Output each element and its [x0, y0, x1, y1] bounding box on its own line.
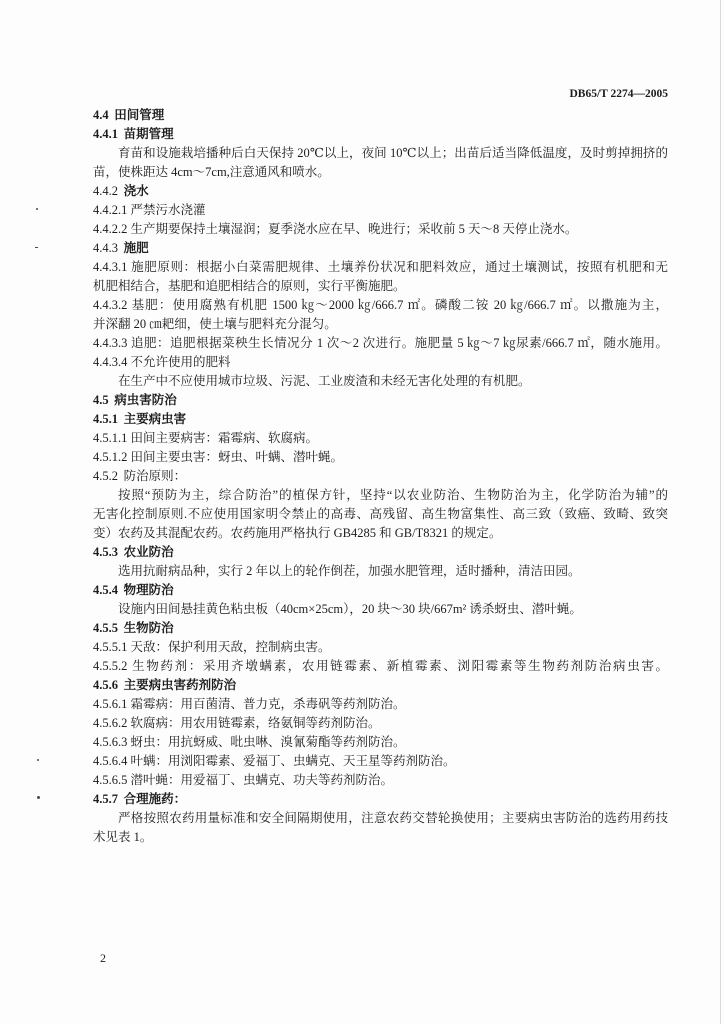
section-heading — [93, 106, 668, 125]
subsection-heading — [93, 581, 668, 600]
subsection-title: 合理施药： — [123, 792, 187, 806]
document-body — [93, 106, 668, 847]
subsection-heading — [93, 182, 668, 201]
subsection-title: 主要病虫害 — [123, 412, 187, 426]
subsection-title: 物理防治 — [123, 583, 174, 597]
clause-line: 4.4.2.2 生产期要保持土壤湿润；夏季浇水应在早、晚进行；采收前 5 天～8 天停止浇水。 — [93, 222, 578, 236]
clause-line: 4.4.3.3 追肥：追肥根据菜秧生长情况分 1 次～2 次进行。施肥量 5 ㎏～7 ㎏尿素/666.7 ㎡，随水施用。 — [93, 336, 668, 350]
subsection-title: 防治原则： — [123, 469, 187, 483]
subsection-title: 苗期管理 — [123, 127, 174, 141]
subsection-number: 4.5.1 — [93, 412, 118, 426]
subsection-heading — [93, 239, 668, 258]
subsection-title: 生物防治 — [123, 621, 174, 635]
scan-edge — [720, 0, 721, 1024]
paragraph-line: 育苗和设施栽培播种后白天保持 20℃以上，夜间 10℃以上；出苗后适当降低温度，及时剪掉拥挤的 — [118, 146, 668, 160]
scan-speck — [37, 796, 40, 799]
subsection-number: 4.4.3 — [93, 241, 118, 255]
subsection-number: 4.5.2 — [93, 469, 118, 483]
subsection-number: 4.5.4 — [93, 583, 118, 597]
paragraph-line: 在生产中不应使用城市垃圾、污泥、工业废渣和未经无害化处理的有机肥。 — [118, 374, 531, 388]
subsection-title: 农业防治 — [123, 545, 174, 559]
subsection-number: 4.4.1 — [93, 127, 118, 141]
subsection-number: 4.5.6 — [93, 678, 118, 692]
section-number: 4.5 — [93, 393, 109, 407]
subsection-title: 浇水 — [123, 184, 149, 198]
clause-line: 4.5.1.1 田间主要病害：霜霉病、软腐病。 — [93, 431, 319, 445]
scan-speck — [37, 759, 39, 761]
subsection-heading — [93, 410, 668, 429]
page-number: 2 — [100, 951, 106, 965]
paragraph-line: 苗，使株距达 4cm～7cm,注意通风和喷水。 — [93, 165, 330, 179]
subsection-heading — [93, 125, 668, 144]
clause-line: 4.4.3.4 不允许使用的肥料 — [93, 355, 231, 369]
subsection-heading — [93, 790, 668, 809]
clause-line: 4.5.1.2 田间主要虫害：蚜虫、叶螨、潜叶蝇。 — [93, 450, 344, 464]
paragraph-line: 严格按照农药用量标准和安全间隔期使用，注意农药交替轮换使用；主要病虫害防治的选药用药技 — [118, 811, 668, 825]
paragraph-line: 术见表 1。 — [93, 830, 153, 844]
scan-speck — [35, 247, 38, 248]
subsection-number: 4.4.2 — [93, 184, 118, 198]
section-title: 病虫害防治 — [114, 393, 177, 407]
clause-line: 4.5.5.1 天敌：保护利用天敌，控制病虫害。 — [93, 640, 331, 654]
clause-line: 4.5.6.2 软腐病：用农用链霉素，络氨铜等药剂防治。 — [93, 716, 381, 730]
section-heading — [93, 391, 668, 410]
paragraph-line: 变）农药及其混配农药。农药施用严格执行 GB4285 和 GB/T8321 的规定。 — [93, 526, 502, 540]
subsection-heading — [93, 619, 668, 638]
subsection-title: 施肥 — [123, 241, 149, 255]
subsection-heading — [93, 467, 668, 486]
paragraph-line: 按照“预防为主，综合防治”的植保方针，坚持“以农业防治、生物防治为主，化学防治为辅”的 — [118, 488, 668, 502]
subsection-number: 4.5.5 — [93, 621, 118, 635]
section-number: 4.4 — [93, 108, 109, 122]
section-title: 田间管理 — [114, 108, 165, 122]
scan-speck — [36, 208, 38, 210]
clause-line: 4.4.3.1 施肥原则：根据小白菜需肥规律、土壤养份状况和肥料效应，通过土壤测试，按照有机肥和无 — [93, 260, 668, 274]
clause-line: 并深翻 20 ㎝耙细，使土壤与肥料充分混匀。 — [93, 317, 337, 331]
subsection-number: 4.5.7 — [93, 792, 118, 806]
clause-line: 4.5.6.5 潜叶蝇：用爱福丁、虫螨克、功夫等药剂防治。 — [93, 773, 394, 787]
subsection-title: 主要病虫害药剂防治 — [123, 678, 237, 692]
clause-line: 机肥相结合，基肥和追肥相结合的原则，实行平衡施肥。 — [93, 279, 406, 293]
clause-line: 4.5.6.4 叶螨：用浏阳霉素、爱福丁、虫螨克、天王星等药剂防治。 — [93, 754, 456, 768]
clause-line: 4.5.5.2 生物药剂：采用齐墩螨素，农用链霉素、新植霉素、浏阳霉素等生物药剂防治病虫害。 — [93, 659, 668, 673]
paragraph-line: 设施内田间悬挂黄色粘虫板（40cm×25cm），20 块～30 块/667m² 诱杀蚜虫、潜叶蝇。 — [118, 602, 582, 616]
subsection-heading — [93, 543, 668, 562]
clause-line: 4.4.3.2 基肥：使用腐熟有机肥 1500 ㎏～2000 ㎏/666.7 ㎡。磷酸二铵 20 ㎏/666.7 ㎡。以撒施为主， — [93, 298, 668, 312]
clause-line: 4.5.6.3 蚜虫：用抗蚜威、吡虫啉、溴氰菊酯等药剂防治。 — [93, 735, 406, 749]
paragraph-line: 无害化控制原则.不应使用国家明令禁止的高毒、高残留、高生物富集性、高三致（致癌、致畸、致突 — [93, 507, 668, 521]
standard-code: DB65/T 2274—2005 — [569, 88, 668, 100]
subsection-heading — [93, 676, 668, 695]
clause-line: 4.4.2.1 严禁污水浇灌 — [93, 203, 206, 217]
subsection-number: 4.5.3 — [93, 545, 118, 559]
clause-line: 4.5.6.1 霜霉病：用百菌清、普力克，杀毒矾等药剂防治。 — [93, 697, 406, 711]
paragraph-line: 选用抗耐病品种，实行 2 年以上的轮作倒茬，加强水肥管理，适时播种，清洁田园。 — [118, 564, 581, 578]
